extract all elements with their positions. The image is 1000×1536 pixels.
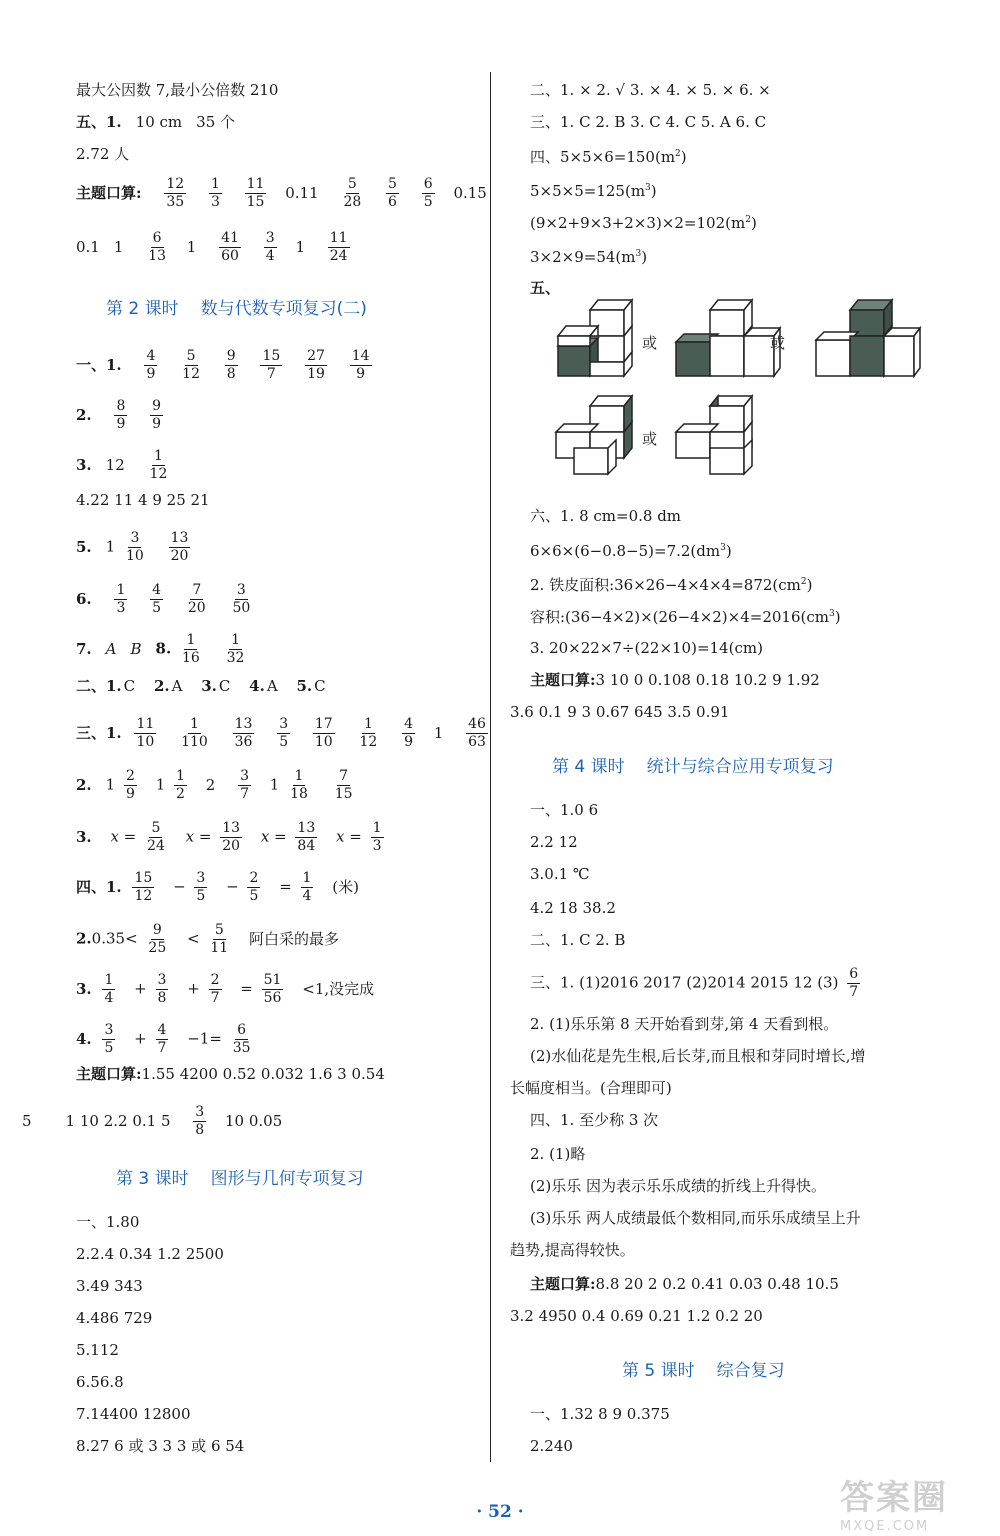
answer-line: 3.2 4950 0.4 0.69 0.21 1.2 0.2 20 [510,1307,763,1325]
answer-line: 3. x = $\frac{5}{24}$ x = $\frac{13}{20}$ x = $\frac{13}{84}$ x = $\frac{1}{3}$ [76,820,382,854]
answer-line: 4. $\frac{3}{5}$ + $\frac{4}{7}$ −1= $\frac{6}{35}$ [76,1022,251,1056]
answer-line: 4.2 18 38.2 [530,899,616,917]
fraction: $\frac{3}{4}$ [265,230,275,264]
answer-line: 一、1. $\frac{4}{9}$ $\frac{5}{12}$ $\frac{9}{8}$ $\frac{15}{7}$ $\frac{27}{19}$ $\frac{14}{9}$ [76,348,370,382]
answer-line: 三、1. (1)2016 2017 (2)2014 2015 12 (3) $\frac{6}{7}$ [530,966,859,1000]
page-number: · 52 · [476,1502,524,1522]
answer-line: 容积$:(36-4\times 2)\times(26-4\times 2)\times 4=2016(cm^3)$ [530,608,841,626]
answer-line: 3. 20×22×7÷(22×10)=14(cm) [530,639,763,657]
answer-line: 5.112 [76,1341,119,1359]
answer-line: 7.14400 12800 [76,1405,191,1423]
answer-line: 三、1. C 2. B 3. C 4. C 5. A 6. C [530,113,767,131]
answer-line: 5 1 10 2.2 0.1 5 $\frac{3}{8}$ 10 0.05 [22,1104,283,1138]
fraction: $\frac{12}{35}$ [166,176,185,210]
fraction: $\frac{5}{28}$ [343,176,362,210]
answer-line: 四、1. $\frac{15}{12}$ − $\frac{3}{5}$ − $\frac{2}{5}$ = $\frac{1}{4}$ (米) [76,870,359,904]
answer-line: 4.486 729 [76,1309,153,1327]
fraction: $\frac{41}{60}$ [221,230,239,264]
answer-line: $5\times 5\times 5=125(m^3)$ [530,182,657,200]
answer-line: 一、1.0 6 [530,801,599,819]
answer-line: 7. A B 8. $\frac{1}{16}$ $\frac{1}{32}$ [76,632,245,666]
cube-figure-3 [812,296,922,382]
section-heading: 第 2 课时 数与代数专项复习(二) [106,299,367,319]
or-label: 或 [642,430,658,448]
section-heading: 第 5 课时 综合复习 [622,1361,785,1381]
answer-line: 2. $\frac{8}{9}$ $\frac{9}{9}$ [76,398,162,432]
answer-line: 6. $\frac{1}{3}$ $\frac{4}{5}$ $\frac{7}{20}$ $\frac{3}{50}$ [76,582,251,616]
answer-line: 主题口算: $\frac{12}{35}$ $\frac{1}{3}$ $\frac{11}{15}$ 0.11 $\frac{5}{28}$ $\frac{5}{6}$ $\frac{6}{5}$ 0.15 [76,176,487,210]
fraction: $\frac{6}{5}$ [423,176,433,210]
answer-line: 3.6 0.1 9 3 0.67 645 3.5 0.91 [510,703,730,721]
answer-line: (2)水仙花是先生根,后长芽,而且根和芽同时增长,增 [530,1047,866,1065]
answer-line: 一、1.32 8 9 0.375 [530,1405,670,1423]
fraction: $\frac{1}{3}$ [210,176,220,210]
answer-line: 4.22 11 4 9 25 21 [76,491,210,509]
answer-line: (2)乐乐 因为表示乐乐成绩的折线上升得快。 [530,1177,827,1195]
cube-figure-2 [672,296,782,382]
answer-line: 五、 [530,279,561,297]
answer-line: 最大公因数 7,最小公倍数 210 [76,81,279,99]
answer-line: 主题口算:8.8 20 2 0.2 0.41 0.03 0.48 10.5 [530,1275,839,1293]
answer-line: 四、$5\times 5\times 6=150(m^2)$ [530,148,687,166]
answer-line: 2. 1 $\frac{2}{9}$ 1 $\frac{1}{2}$ 2 $\frac{3}{7}$ 1 $\frac{1}{18}$ $\frac{7}{15}$ [76,768,353,802]
answer-line: 一、1.80 [76,1213,140,1231]
fraction: $\frac{11}{24}$ [329,230,348,264]
answer-line: 2.240 [530,1437,573,1455]
answer-line: 六、1. 8 cm=0.8 dm [530,507,682,525]
answer-line: 3.49 343 [76,1277,143,1295]
answer-line: 主题口算:1.55 4200 0.52 0.032 1.6 3 0.54 [76,1065,385,1083]
answer-line: 3. 12 $\frac{1}{12}$ [76,448,168,482]
answer-line: 长幅度相当。(合理即可) [510,1079,672,1097]
answer-line: $(9\times 2+9\times 3+2\times 3)\times 2=102(m^2)$ [530,214,757,232]
answer-line: 2.0.35< $\frac{9}{25}$ < $\frac{5}{11}$ 阿白采的最多 [76,922,340,956]
cube-figure-5 [672,392,782,478]
answer-line: 2.2.4 0.34 1.2 2500 [76,1245,224,1263]
answer-line: 6.56.8 [76,1373,124,1391]
answer-line: 8.27 6 或 3 3 3 或 6 54 [76,1437,245,1455]
answer-line: 2.2 12 [530,833,578,851]
answer-line: $6\times 6\times(6-0.8-5)=7.2(dm^3)$ [530,542,732,560]
answer-line: 0.1 1 $\frac{6}{13}$ 1 $\frac{41}{60}$ $\frac{3}{4}$ 1 $\frac{11}{24}$ [76,230,348,264]
answer-line: 四、1. 至少称 3 次 [530,1111,659,1129]
answer-line: 3.0.1 ℃ [530,865,590,883]
fraction: $\frac{5}{6}$ [388,176,397,210]
or-label: 或 [642,334,658,352]
answer-line: 2. 铁皮面积$:36\times 26-4\times 4\times 4=872(cm^2)$ [530,576,813,594]
answer-line: 5. 1 $\frac{3}{10}$ $\frac{13}{20}$ [76,530,189,564]
answer-line: (3)乐乐 两人成绩最低个数相同,而乐乐成绩呈上升 [530,1209,861,1227]
answer-line: 2. (1)乐乐第 8 天开始看到芽,第 4 天看到根。 [530,1015,839,1033]
answer-line: 三、1. $\frac{11}{10}$ $\frac{1}{110}$ $\frac{13}{36}$ $\frac{3}{5}$ $\frac{17}{10}$ $\frac{1}{12}$ $\frac{4}{9}$ 1 $\frac{46}{63}$ [76,716,486,750]
answer-line: 趋势,提高得较快。 [510,1241,635,1259]
answer-line: 二、1. C 2. B [530,931,626,949]
answer-line: 2.72 人 [76,145,130,163]
watermark-logo: 答案圈 MXQE.COM [840,1478,948,1534]
fraction: $\frac{6}{13}$ [148,230,167,264]
answer-line: 2. (1)略 [530,1145,586,1163]
answer-line: 主题口算:3 10 0 0.108 0.18 10.2 9 1.92 [530,671,820,689]
or-label: 或 [770,334,786,352]
section-heading: 第 3 课时 图形与几何专项复习 [116,1169,364,1189]
section-heading: 第 4 课时 统计与综合应用专项复习 [552,757,834,777]
answer-line: 二、1. × 2. √ 3. × 4. × 5. × 6. × [530,81,771,99]
answer-line: 3. $\frac{1}{4}$ + $\frac{3}{8}$ + $\frac{2}{7}$ = $\frac{51}{56}$ <1,没完成 [76,972,375,1006]
answer-line: 二、1. C 2. A 3. C 4. A 5. C [76,677,326,695]
answer-line: $3\times 2\times 9=54(m^3)$ [530,248,648,266]
answer-line: 五、1. 10 cm 35 个 [76,113,236,131]
column-divider [490,72,491,1462]
fraction: $\frac{11}{15}$ [246,176,265,210]
